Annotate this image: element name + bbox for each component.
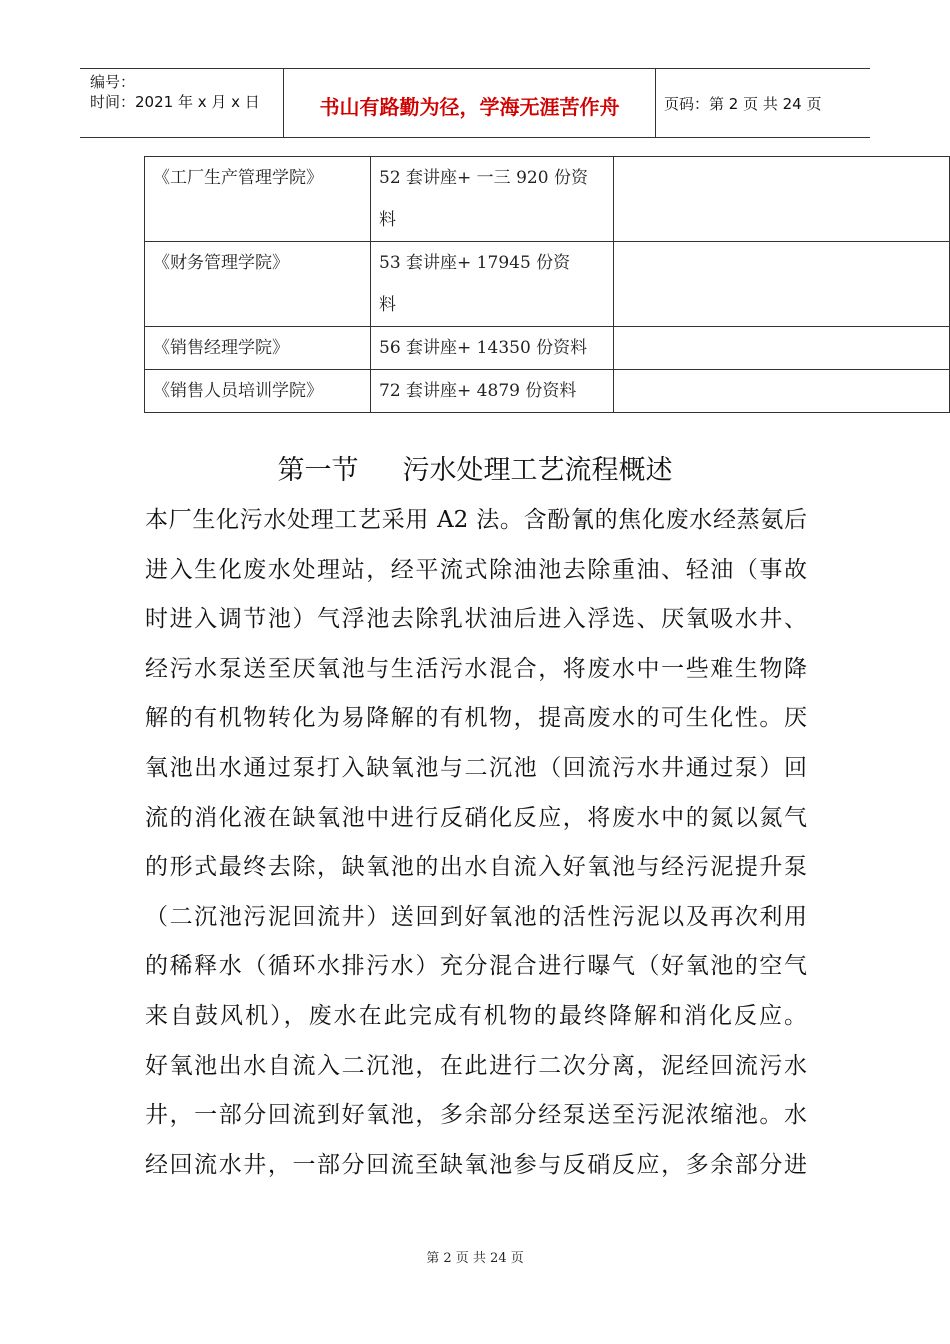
header-page-number: 页码：第 2 页 共 24 页 — [664, 95, 822, 113]
section-title: 污水处理工艺流程概述 — [402, 455, 673, 486]
course-count-line: 72 套讲座+ 4879 份资料 — [379, 381, 577, 401]
table-row — [145, 242, 950, 327]
header-meta-cell — [80, 69, 284, 137]
course-count-cell — [371, 370, 614, 413]
page-footer: 第 2 页 共 24 页 — [426, 1251, 524, 1266]
body-line: 进入生化废水处理站，经平流式除油池去除重油、轻油（事故 — [145, 556, 807, 583]
course-count-cell — [371, 327, 614, 370]
table-row — [145, 157, 950, 242]
body-line: 经污水泵送至厌氧池与生活污水混合，将废水中一些难生物降 — [145, 655, 807, 682]
empty-cell — [614, 157, 950, 242]
section-heading — [0, 448, 950, 487]
table-row — [145, 370, 950, 413]
body-line: 好氧池出水自流入二沉池，在此进行二次分离，泥经回流污水 — [145, 1052, 807, 1079]
body-line: 氧池出水通过泵打入缺氧池与二沉池（回流污水井通过泵）回 — [145, 754, 807, 781]
body-line: 井，一部分回流到好氧池，多余部分经泵送至污泥浓缩池。水 — [145, 1102, 807, 1129]
body-line: 解的有机物转化为易降解的有机物，提高废水的可生化性。厌 — [145, 705, 807, 732]
course-count-line: 56 套讲座+ 14350 份资料 — [379, 338, 588, 358]
body-line: 的稀释水（循环水排污水）充分混合进行曝气（好氧池的空气 — [145, 953, 807, 980]
empty-cell — [614, 327, 950, 370]
header-motto: 书山有路勤为径，学海无涯苦作舟 — [319, 95, 620, 119]
document-date: 时间：2021 年 x 月 x 日 — [90, 93, 260, 111]
body-paragraph — [145, 496, 807, 1190]
course-name-cell: 《财务管理学院》 — [145, 242, 371, 327]
section-number: 第一节 — [277, 455, 359, 486]
body-line: 的形式最终去除，缺氧池的出水自流入好氧池与经污泥提升泵 — [145, 854, 807, 881]
course-name-cell: 《销售人员培训学院》 — [145, 370, 371, 413]
course-count-line: 53 套讲座+ 17945 份资 — [379, 253, 571, 273]
document-code-label: 编号： — [90, 73, 136, 91]
body-line: 来自鼓风机），废水在此完成有机物的最终降解和消化反应。 — [145, 1002, 807, 1029]
empty-cell — [614, 370, 950, 413]
body-line: 流的消化液在缺氧池中进行反硝化反应，将废水中的氮以氮气 — [145, 804, 807, 831]
header-motto-cell — [284, 69, 656, 137]
course-count-cell — [371, 242, 614, 327]
body-line: 时进入调节池）气浮池去除乳状油后进入浮选、厌氧吸水井、 — [145, 606, 807, 633]
course-count-line: 52 套讲座+ 一三 920 份资 — [379, 168, 588, 188]
course-count-cell — [371, 157, 614, 242]
empty-cell — [614, 242, 950, 327]
page-header — [80, 68, 870, 138]
body-line: 经回流水井，一部分回流至缺氧池参与反硝反应，多余部分进 — [145, 1151, 807, 1178]
course-name-cell: 《工厂生产管理学院》 — [145, 157, 371, 242]
body-line: （二沉池污泥回流井）送回到好氧池的活性污泥以及再次利用 — [145, 903, 807, 930]
body-line: 本厂生化污水处理工艺采用 A2 法。含酚氰的焦化废水经蒸氨后 — [145, 507, 807, 533]
course-table — [144, 156, 950, 413]
table-row — [145, 327, 950, 370]
course-count-line: 料 — [379, 295, 396, 315]
header-pager-cell — [656, 69, 870, 137]
course-name-cell: 《销售经理学院》 — [145, 327, 371, 370]
course-count-line: 料 — [379, 210, 396, 230]
